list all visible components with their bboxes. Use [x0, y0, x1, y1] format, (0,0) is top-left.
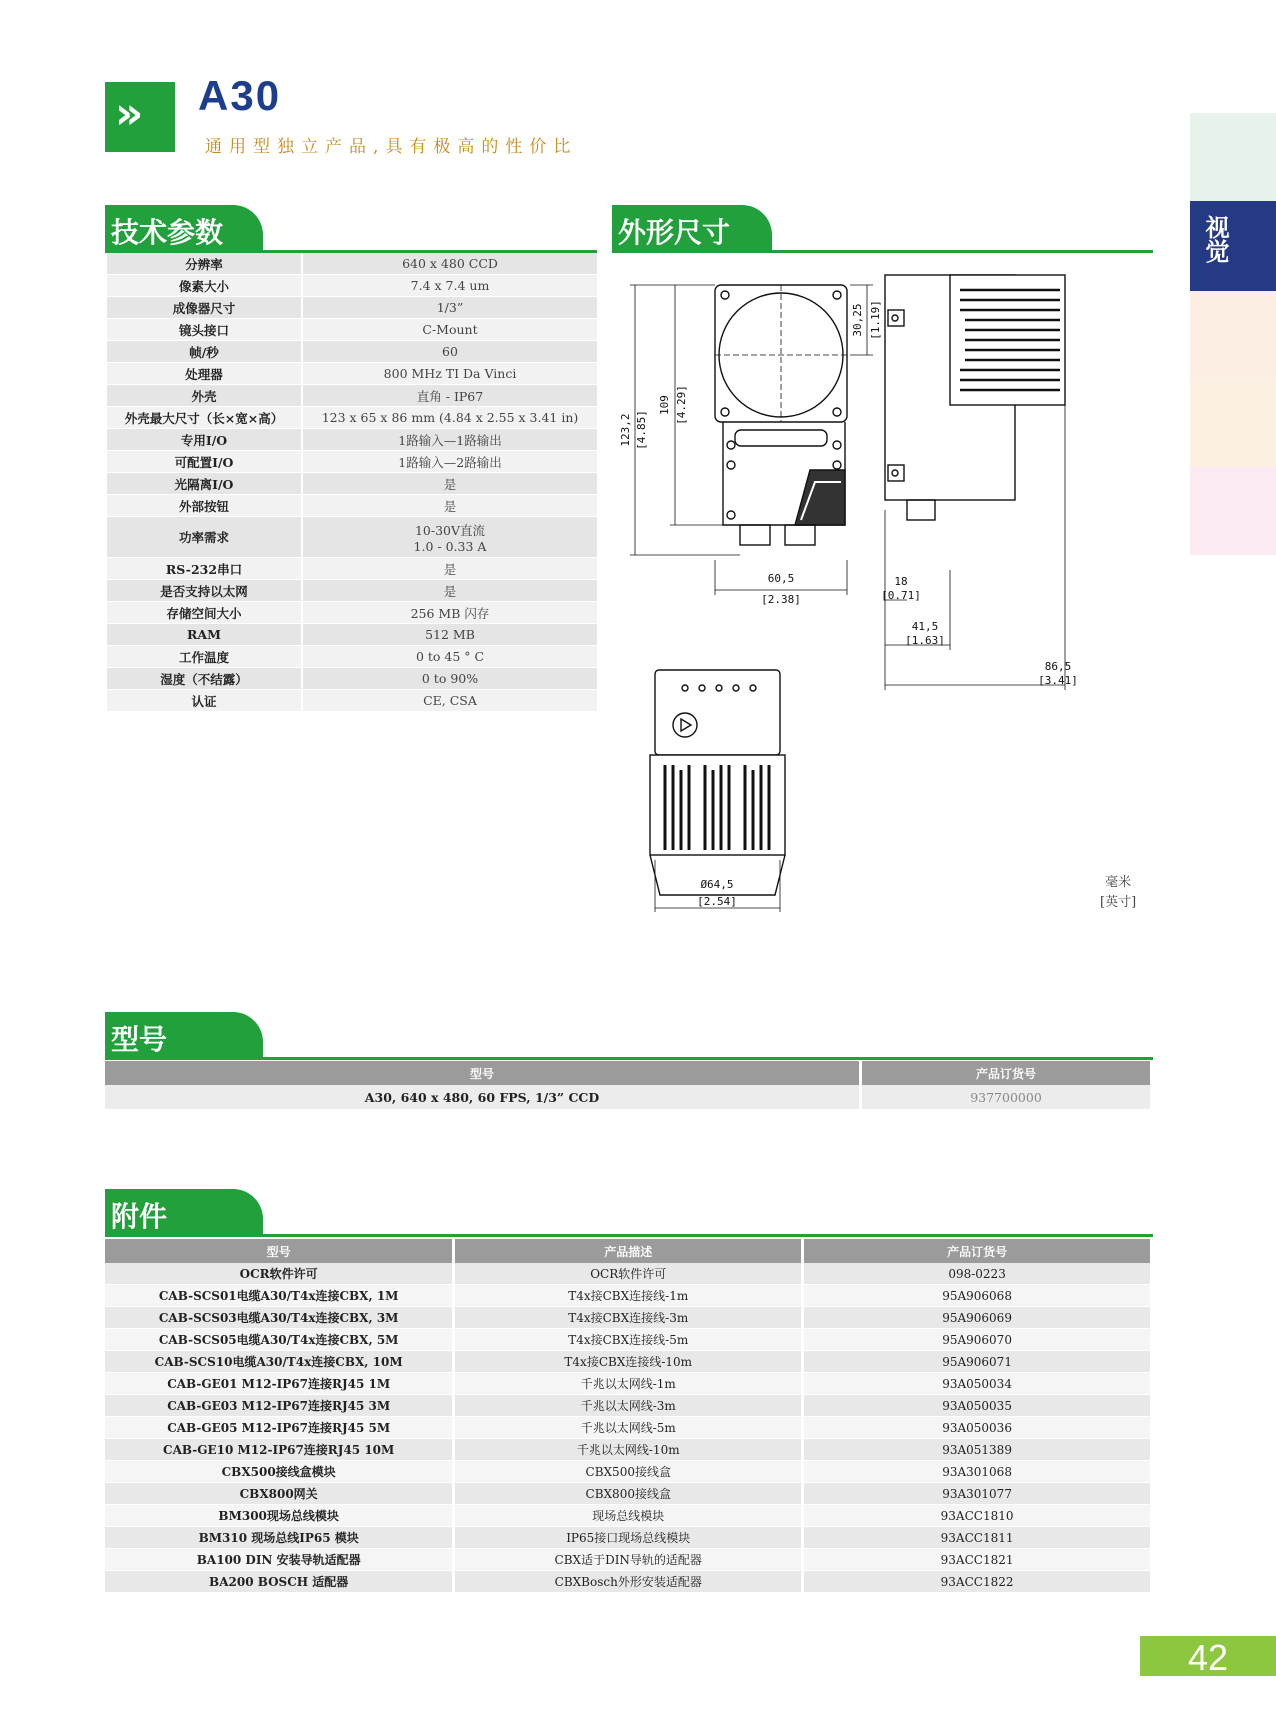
order-col-header: 产品订货号 [861, 1061, 1152, 1085]
acc-order-number: 93ACC1810 [803, 1505, 1152, 1527]
spec-value: 60 [302, 341, 597, 363]
spec-row [107, 275, 597, 297]
table-row [105, 1307, 1152, 1329]
spec-label: 工作温度 [107, 646, 302, 668]
acc-model-header: 型号 [105, 1239, 454, 1263]
spec-value: 123 x 65 x 86 mm (4.84 x 2.55 x 3.41 in) [302, 407, 597, 429]
acc-order-number: 95A906071 [803, 1351, 1152, 1373]
model-col-header: 型号 [105, 1061, 861, 1085]
acc-description: T4x接CBX连接线-1m [454, 1285, 803, 1307]
acc-order-number: 93A051389 [803, 1439, 1152, 1461]
table-row [105, 1329, 1152, 1351]
spec-label: 外壳 [107, 385, 302, 407]
spec-value: CE, CSA [302, 690, 597, 712]
acc-model: BA200 BOSCH 适配器 [105, 1571, 454, 1593]
acc-desc-header: 产品描述 [454, 1239, 803, 1263]
acc-description: 现场总线模块 [454, 1505, 803, 1527]
table-row [105, 1395, 1152, 1417]
spec-label: 处理器 [107, 363, 302, 385]
acc-model: CAB-GE05 M12-IP67连接RJ45 5M [105, 1417, 454, 1439]
dim-body-depth-in: [1.63] [905, 634, 945, 647]
unit-mm: 毫米 [1105, 875, 1132, 890]
acc-order-number: 95A906068 [803, 1285, 1152, 1307]
spec-row [107, 646, 597, 668]
spec-row [107, 297, 597, 319]
acc-description: OCR软件许可 [454, 1263, 803, 1285]
acc-description: CBXBosch外形安装适配器 [454, 1571, 803, 1593]
acc-model: CAB-SCS10电缆A30/T4x连接CBX, 10M [105, 1351, 454, 1373]
spec-row [107, 558, 597, 580]
side-tab-active [1190, 201, 1276, 291]
acc-order-number: 93A050036 [803, 1417, 1152, 1439]
page-subtitle: 通用型独立产品,具有极高的性价比 [205, 137, 578, 157]
spec-label: 外壳最大尺寸（长×宽×高） [107, 407, 302, 429]
acc-order-number: 93ACC1821 [803, 1549, 1152, 1571]
bottom-view-drawing [650, 670, 785, 895]
acc-description: 千兆以太网线-5m [454, 1417, 803, 1439]
page-number-badge [1140, 1636, 1276, 1676]
spec-label: 认证 [107, 690, 302, 712]
dim-width: 60,5 [767, 572, 795, 585]
dim-height-overall: 123,2 [619, 413, 632, 447]
dim-lens-offset-in: [1.19] [869, 300, 882, 340]
spec-row [107, 363, 597, 385]
spec-row [107, 580, 597, 602]
table-row [105, 1439, 1152, 1461]
spec-label: 镜头接口 [107, 319, 302, 341]
dimension-drawing [605, 270, 1165, 920]
model-section-header [105, 1012, 1153, 1058]
spec-value: 直角 - IP67 [302, 385, 597, 407]
spec-row [107, 517, 597, 558]
acc-model: CAB-GE10 M12-IP67连接RJ45 10M [105, 1439, 454, 1461]
table-row [105, 1417, 1152, 1439]
acc-model: BM300现场总线模块 [105, 1505, 454, 1527]
dims-section-header [612, 205, 1153, 251]
acc-model: CAB-SCS03电缆A30/T4x连接CBX, 3M [105, 1307, 454, 1329]
spec-label: RS-232串口 [107, 558, 302, 580]
acc-model: OCR软件许可 [105, 1263, 454, 1285]
spec-row [107, 690, 597, 712]
dim-total-depth-in: [3.41] [1038, 674, 1078, 687]
spec-table [107, 253, 597, 712]
dim-diameter: Ø64,5 [700, 878, 734, 891]
spec-label: 专用I/O [107, 429, 302, 451]
acc-model: BA100 DIN 安装导轨适配器 [105, 1549, 454, 1571]
spec-value: 800 MHz TI Da Vinci [302, 363, 597, 385]
spec-row [107, 341, 597, 363]
spec-row [107, 668, 597, 690]
acc-model: CAB-SCS01电缆A30/T4x连接CBX, 1M [105, 1285, 454, 1307]
model-section-title: 型号 [111, 1023, 168, 1056]
spec-row [107, 473, 597, 495]
spec-value: C-Mount [302, 319, 597, 341]
spec-value: 512 MB [302, 624, 597, 646]
acc-description: IP65接口现场总线模块 [454, 1527, 803, 1549]
acc-order-number: 93A050034 [803, 1373, 1152, 1395]
spec-label: 湿度（不结露） [107, 668, 302, 690]
table-row [105, 1351, 1152, 1373]
spec-row [107, 253, 597, 275]
spec-label: 像素大小 [107, 275, 302, 297]
side-tab-1 [1190, 113, 1276, 201]
spec-section-header [105, 205, 597, 251]
table-row [105, 1373, 1152, 1395]
model-table [105, 1061, 1153, 1109]
dims-section-title: 外形尺寸 [618, 216, 731, 249]
acc-description: CBX800接线盒 [454, 1483, 803, 1505]
table-row [105, 1527, 1152, 1549]
side-tab-label: 视觉 [1201, 215, 1229, 263]
spec-label: 光隔离I/O [107, 473, 302, 495]
acc-model: CAB-SCS05电缆A30/T4x连接CBX, 5M [105, 1329, 454, 1351]
spec-row [107, 429, 597, 451]
acc-description: 千兆以太网线-10m [454, 1439, 803, 1461]
logo-badge [105, 82, 175, 152]
spec-value [302, 517, 597, 558]
page-number: 42 [1187, 1637, 1229, 1678]
acc-model: CAB-GE03 M12-IP67连接RJ45 3M [105, 1395, 454, 1417]
spec-label: 功率需求 [107, 517, 302, 558]
acc-description: 千兆以太网线-1m [454, 1373, 803, 1395]
acc-order-number: 93ACC1822 [803, 1571, 1152, 1593]
acc-description: T4x接CBX连接线-5m [454, 1329, 803, 1351]
spec-value: 是 [302, 558, 597, 580]
side-view-drawing [885, 275, 1065, 520]
spec-label: 是否支持以太网 [107, 580, 302, 602]
spec-value: 是 [302, 473, 597, 495]
spec-value: 0 to 90% [302, 668, 597, 690]
accessories-section-title: 附件 [111, 1200, 168, 1233]
spec-value: 640 x 480 CCD [302, 253, 597, 275]
accessories-section-header [105, 1189, 1153, 1235]
spec-label: 外部按钮 [107, 495, 302, 517]
spec-label: 可配置I/O [107, 451, 302, 473]
spec-row [107, 451, 597, 473]
table-row [105, 1483, 1152, 1505]
table-row [105, 1263, 1152, 1285]
dim-body-depth: 41,5 [911, 620, 939, 633]
spec-value: 是 [302, 580, 597, 602]
table-row [105, 1549, 1152, 1571]
spec-label: 分辨率 [107, 253, 302, 275]
model-order-number: 937700000 [861, 1085, 1152, 1109]
spec-value: 7.4 x 7.4 um [302, 275, 597, 297]
table-row [105, 1461, 1152, 1483]
dim-total-depth: 86,5 [1044, 660, 1072, 673]
dim-width-in: [2.38] [761, 593, 801, 606]
dim-connector-offset-in: [0.71] [881, 589, 921, 602]
spec-row [107, 407, 597, 429]
front-view-drawing [715, 285, 847, 545]
table-row [105, 1505, 1152, 1527]
spec-value: 0 to 45 ° C [302, 646, 597, 668]
acc-order-number: 93ACC1811 [803, 1527, 1152, 1549]
spec-label: 存储空间大小 [107, 602, 302, 624]
spec-value: 1路输入—2路输出 [302, 451, 597, 473]
dim-height-overall-in: [4.85] [635, 410, 648, 450]
spec-row [107, 602, 597, 624]
units-legend [1100, 873, 1136, 913]
acc-order-number: 098-0223 [803, 1263, 1152, 1285]
acc-model: CAB-GE01 M12-IP67连接RJ45 1M [105, 1373, 454, 1395]
acc-order-number: 93A301077 [803, 1483, 1152, 1505]
acc-order-number: 95A906069 [803, 1307, 1152, 1329]
unit-in: [英寸] [1100, 895, 1137, 910]
spec-row [107, 385, 597, 407]
spec-row [107, 624, 597, 646]
spec-row [107, 495, 597, 517]
dim-diameter-in: [2.54] [697, 895, 737, 908]
acc-order-number: 93A050035 [803, 1395, 1152, 1417]
acc-model: CBX500接线盒模块 [105, 1461, 454, 1483]
acc-model: BM310 现场总线IP65 模块 [105, 1527, 454, 1549]
spec-label: RAM [107, 624, 302, 646]
spec-section-title: 技术参数 [111, 216, 224, 249]
acc-description: T4x接CBX连接线-3m [454, 1307, 803, 1329]
spec-row [107, 319, 597, 341]
dim-height-body: 109 [658, 395, 671, 415]
double-chevron-icon: » [115, 88, 138, 139]
acc-order-number: 95A906070 [803, 1329, 1152, 1351]
side-tab-4 [1190, 379, 1276, 467]
acc-description: 千兆以太网线-3m [454, 1395, 803, 1417]
side-tab-3 [1190, 291, 1276, 379]
acc-order-header: 产品订货号 [803, 1239, 1152, 1263]
table-row [105, 1085, 1152, 1109]
spec-label: 成像器尺寸 [107, 297, 302, 319]
dim-height-body-in: [4.29] [675, 385, 688, 425]
acc-description: CBX500接线盒 [454, 1461, 803, 1483]
dim-connector-offset: 18 [894, 575, 908, 588]
spec-value-line: 10-30V直流 [414, 522, 486, 538]
page-title: A30 [198, 72, 282, 119]
table-row [105, 1571, 1152, 1593]
spec-label: 帧/秒 [107, 341, 302, 363]
spec-value: 是 [302, 495, 597, 517]
model-name: A30, 640 x 480, 60 FPS, 1/3” CCD [105, 1085, 861, 1109]
acc-model: CBX800网关 [105, 1483, 454, 1505]
acc-description: CBX适于DIN导轨的适配器 [454, 1549, 803, 1571]
spec-value: 256 MB 闪存 [302, 602, 597, 624]
dim-lens-offset: 30,25 [851, 303, 864, 337]
accessory-table [105, 1239, 1153, 1593]
spec-value: 1/3” [302, 297, 597, 319]
acc-order-number: 93A301068 [803, 1461, 1152, 1483]
spec-value: 1路输入—1路输出 [302, 429, 597, 451]
acc-description: T4x接CBX连接线-10m [454, 1351, 803, 1373]
spec-value-line: 1.0 - 0.33 A [413, 538, 487, 554]
table-row [105, 1285, 1152, 1307]
side-tab-5 [1190, 467, 1276, 555]
